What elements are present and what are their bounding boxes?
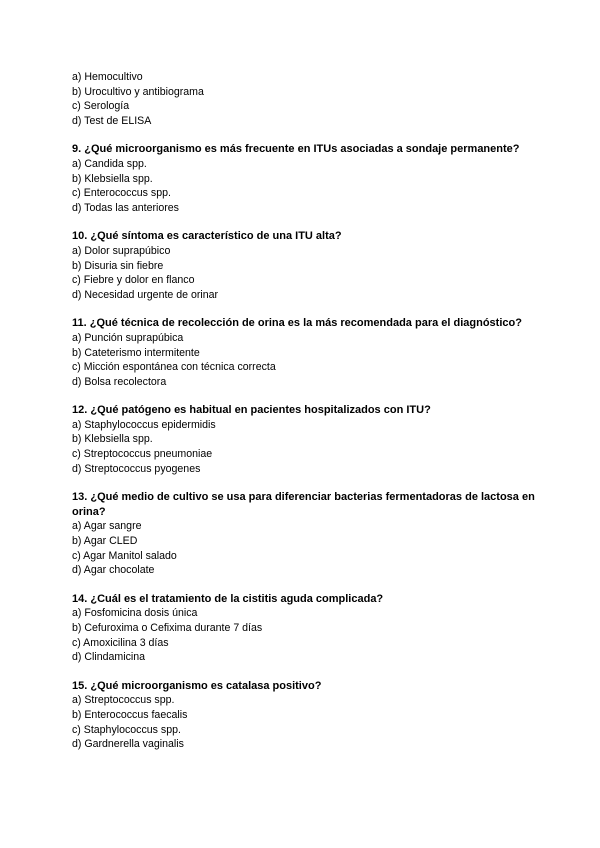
answer-option: a) Fosfomicina dosis única (72, 607, 198, 620)
question-text: 11. ¿Qué técnica de recolección de orina es la más recomendada para el diagnóstico? (72, 317, 522, 330)
question-block (72, 592, 542, 665)
document-page (72, 70, 542, 766)
answer-option: d) Bolsa recolectora (72, 375, 167, 388)
answer-option: c) Streptococcus pneumoniae (72, 448, 213, 461)
answer-option: d) Todas las anteriores (72, 201, 179, 214)
answer-option: c) Micción espontánea con técnica correcta (72, 361, 276, 374)
answer-option: d) Test de ELISA (72, 114, 152, 127)
answer-option: a) Dolor suprapúbico (72, 244, 171, 257)
answer-option: b) Cefuroxima o Cefixima durante 7 días (72, 622, 263, 634)
answer-option: d) Necesidad urgente de orinar (72, 288, 219, 301)
answer-option: c) Serología (72, 100, 130, 113)
answer-option: a) Candida spp. (72, 157, 147, 170)
answer-option: c) Enterococcus spp. (72, 187, 171, 200)
answer-option: d) Agar chocolate (72, 564, 155, 577)
answer-option: b) Agar CLED (72, 535, 138, 548)
question-text: 9. ¿Qué microorganismo es más frecuente en ITUs asociadas a sondaje permanente? (72, 143, 520, 156)
question-text: 15. ¿Qué microorganismo es catalasa positivo? (72, 679, 322, 692)
question-block (72, 229, 542, 302)
answer-option: c) Fiebre y dolor en flanco (72, 274, 195, 287)
answer-option: b) Cateterismo intermitente (72, 346, 200, 359)
question-block (72, 142, 542, 215)
question-block (72, 316, 542, 389)
answer-option: a) Streptococcus spp. (72, 694, 175, 707)
question-block (72, 679, 542, 752)
answer-option: c) Amoxicilina 3 días (72, 636, 169, 649)
answer-option: b) Klebsiella spp. (72, 433, 153, 446)
answer-option: c) Agar Manitol salado (72, 549, 177, 562)
question-block (72, 490, 542, 578)
answer-option: a) Hemocultivo (72, 71, 143, 83)
question-block (72, 403, 542, 476)
answer-option: a) Agar sangre (72, 520, 142, 533)
answer-option: d) Clindamicina (72, 651, 146, 664)
question-text: 12. ¿Qué patógeno es habitual en pacientes hospitalizados con ITU? (72, 404, 431, 417)
answer-option: b) Enterococcus faecalis (72, 708, 188, 721)
answer-option: b) Urocultivo y antibiograma (72, 85, 204, 98)
question-text: 14. ¿Cuál es el tratamiento de la cistitis aguda complicada? (72, 592, 384, 605)
question-block (72, 70, 542, 128)
answer-option: c) Staphylococcus spp. (72, 723, 181, 736)
answer-option: a) Punción suprapúbica (72, 331, 184, 344)
answer-option: d) Streptococcus pyogenes (72, 462, 201, 475)
answer-option: b) Klebsiella spp. (72, 172, 153, 185)
question-text: 13. ¿Qué medio de cultivo se usa para diferenciar bacterias fermentadoras de lactosa en orina? (72, 491, 535, 518)
answer-option: a) Staphylococcus epidermidis (72, 418, 216, 431)
question-text: 10. ¿Qué síntoma es característico de una ITU alta? (72, 230, 342, 243)
answer-option: b) Disuria sin fiebre (72, 259, 164, 272)
answer-option: d) Gardnerella vaginalis (72, 738, 184, 751)
